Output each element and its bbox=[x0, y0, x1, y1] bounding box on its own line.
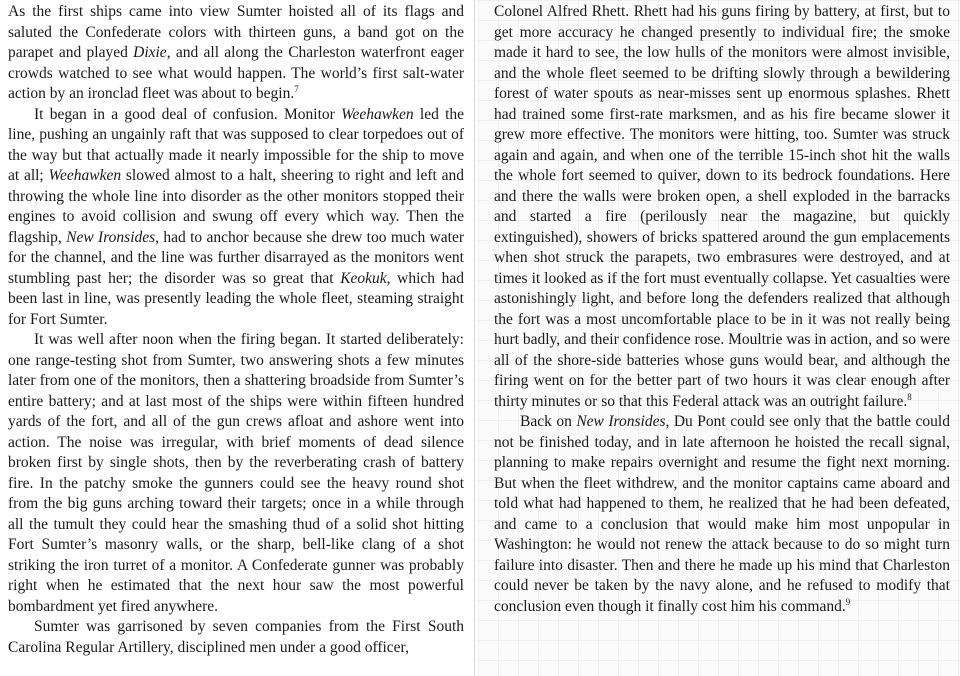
paragraph-firing-begins: It was well after noon when the firing began. It started deliberately: one range-testing shot from Sumter, two answering shots a few minutes later from one of the monitors, then a shattering broadside from Sumter’s entire battery; and at last most of the ships were within fifteen hundred yards of the fort, and all of the gun crews afloat and ashore went into action. The noise was irregular, with brief moments of dead silence broken first by single shots, then by the reverberating crash of battery fire. In the patchy smoke the gunners could see the heavy round shot from the big guns arching toward their targets; once in a while through all the tumult they could hear the smashing thud of a solid shot hitting Fort Sumter’s masonry walls, or the sharp, bell-like clang of a shot striking the iron turret of a monitor. A Confederate gunner was probably right when he estimated that the next hour saw the most powerful bombardment yet fired anywhere. bbox=[8, 331, 464, 615]
paragraph-confusion: It began in a good deal of confusion. Monitor Weehawken led the line, pushing an ungainly raft that was supposed to clear torpedoes out of the way but that actually made it nearly impossible for the ship to move at all; Weehawken slowed almost to a halt, sheering to right and left and throwing the whole line into disorder as the other monitors stopped their engines to avoid collision and swung off every which way. Then the flagship, New Ironsides, had to anchor because she drew too much water for the channel, and the line was further disarrayed as the monitors went stumbling past her; the disorder was so great that Keokuk, which had been last in line, was presently leading the whole fleet, steaming straight for Fort Sumter. bbox=[8, 105, 465, 328]
paragraph-rhett-battery: Colonel Alfred Rhett. Rhett had his guns firing by battery, at first, but to get more accuracy he changed presently to individual fire; the smoke made it hard to see, the low hulls of the monitors were almost invisible, and the whole fleet seemed to be drifting slowly through a bewildering forest of water spouts as near-misses sent up enormous splashes. Rhett had trained some first-rate marksmen, and as his fire became slower it grew more effective. The monitors were hitting, too. Sumter was struck again and again, and when one of the terrible 15-inch shot hit the walls the whole fort seemed to quiver, down to its bedrock foundations. Here and there the walls were broken open, a shell exploded in the barracks and started a fire (perilously near the magazine, but quickly extinguished), showers of bricks spattered around the gun emplacements when shot struck the parapets, two embrasures were destroyed, and at times it looked as if the fort must eventually collapse. Yet casualties were astonishingly light, and before long the defenders realized that although the fort was a most uncomfortable place to be in it was not really being hurt badly, and their confidence rose. Moultrie was in action, and so were all of the shore-side batteries whose guns would bear, and although the firing went on for the better part of two hours it was clear enough after thirty minutes or so that this Federal attack was an outright failure.$^8$ bbox=[494, 3, 950, 410]
right-column bbox=[494, 2, 950, 617]
paragraph-ships-arrive: As the first ships came into view Sumter hoisted all of its flags and saluted the Confederate colors with thirteen guns, a band got on the parapet and played Dixie, and all along the Charleston waterfront eager crowds watched to see what would happen. The world’s first salt-water action by an ironclad fleet was about to begin.$^7$ bbox=[8, 3, 464, 102]
ship-name: Keokuk bbox=[340, 269, 387, 287]
footnote-marker: 7 bbox=[294, 83, 299, 94]
ship-name: Weehawken bbox=[48, 167, 122, 184]
left-column bbox=[8, 2, 464, 658]
paragraph-garrison: Sumter was garrisoned by seven companies from the First South Carolina Regular Artillery, disciplined men under a good officer, bbox=[8, 618, 464, 656]
song-title: Dixie bbox=[133, 44, 167, 61]
footnote-marker: 9 bbox=[845, 596, 851, 607]
paragraph-recall-signal: Back on New Ironsides, Du Pont could see only that the battle could not be finished today, and in late afternoon he hoisted the recall signal, planning to make repairs overnight and resume the fight next morning. But when the fleet withdrew, and the monitor captains came aboard and told what had happened to them, he realized that he had been defeated, and came to a conclusion that would make him most unpopular in Washington: he would not renew the attack because to do so might turn failure into disaster. Then and there he made up his mind that Charleston could never be taken by the navy alone, and he refused to modify that conclusion even though it finally cost him his command.$^9$ bbox=[494, 413, 950, 615]
footnote-marker: 8 bbox=[907, 391, 912, 402]
ship-name: New Ironsides bbox=[576, 413, 666, 430]
ship-name: New Ironsides bbox=[66, 228, 156, 246]
ship-name: Weehawken bbox=[341, 105, 414, 123]
